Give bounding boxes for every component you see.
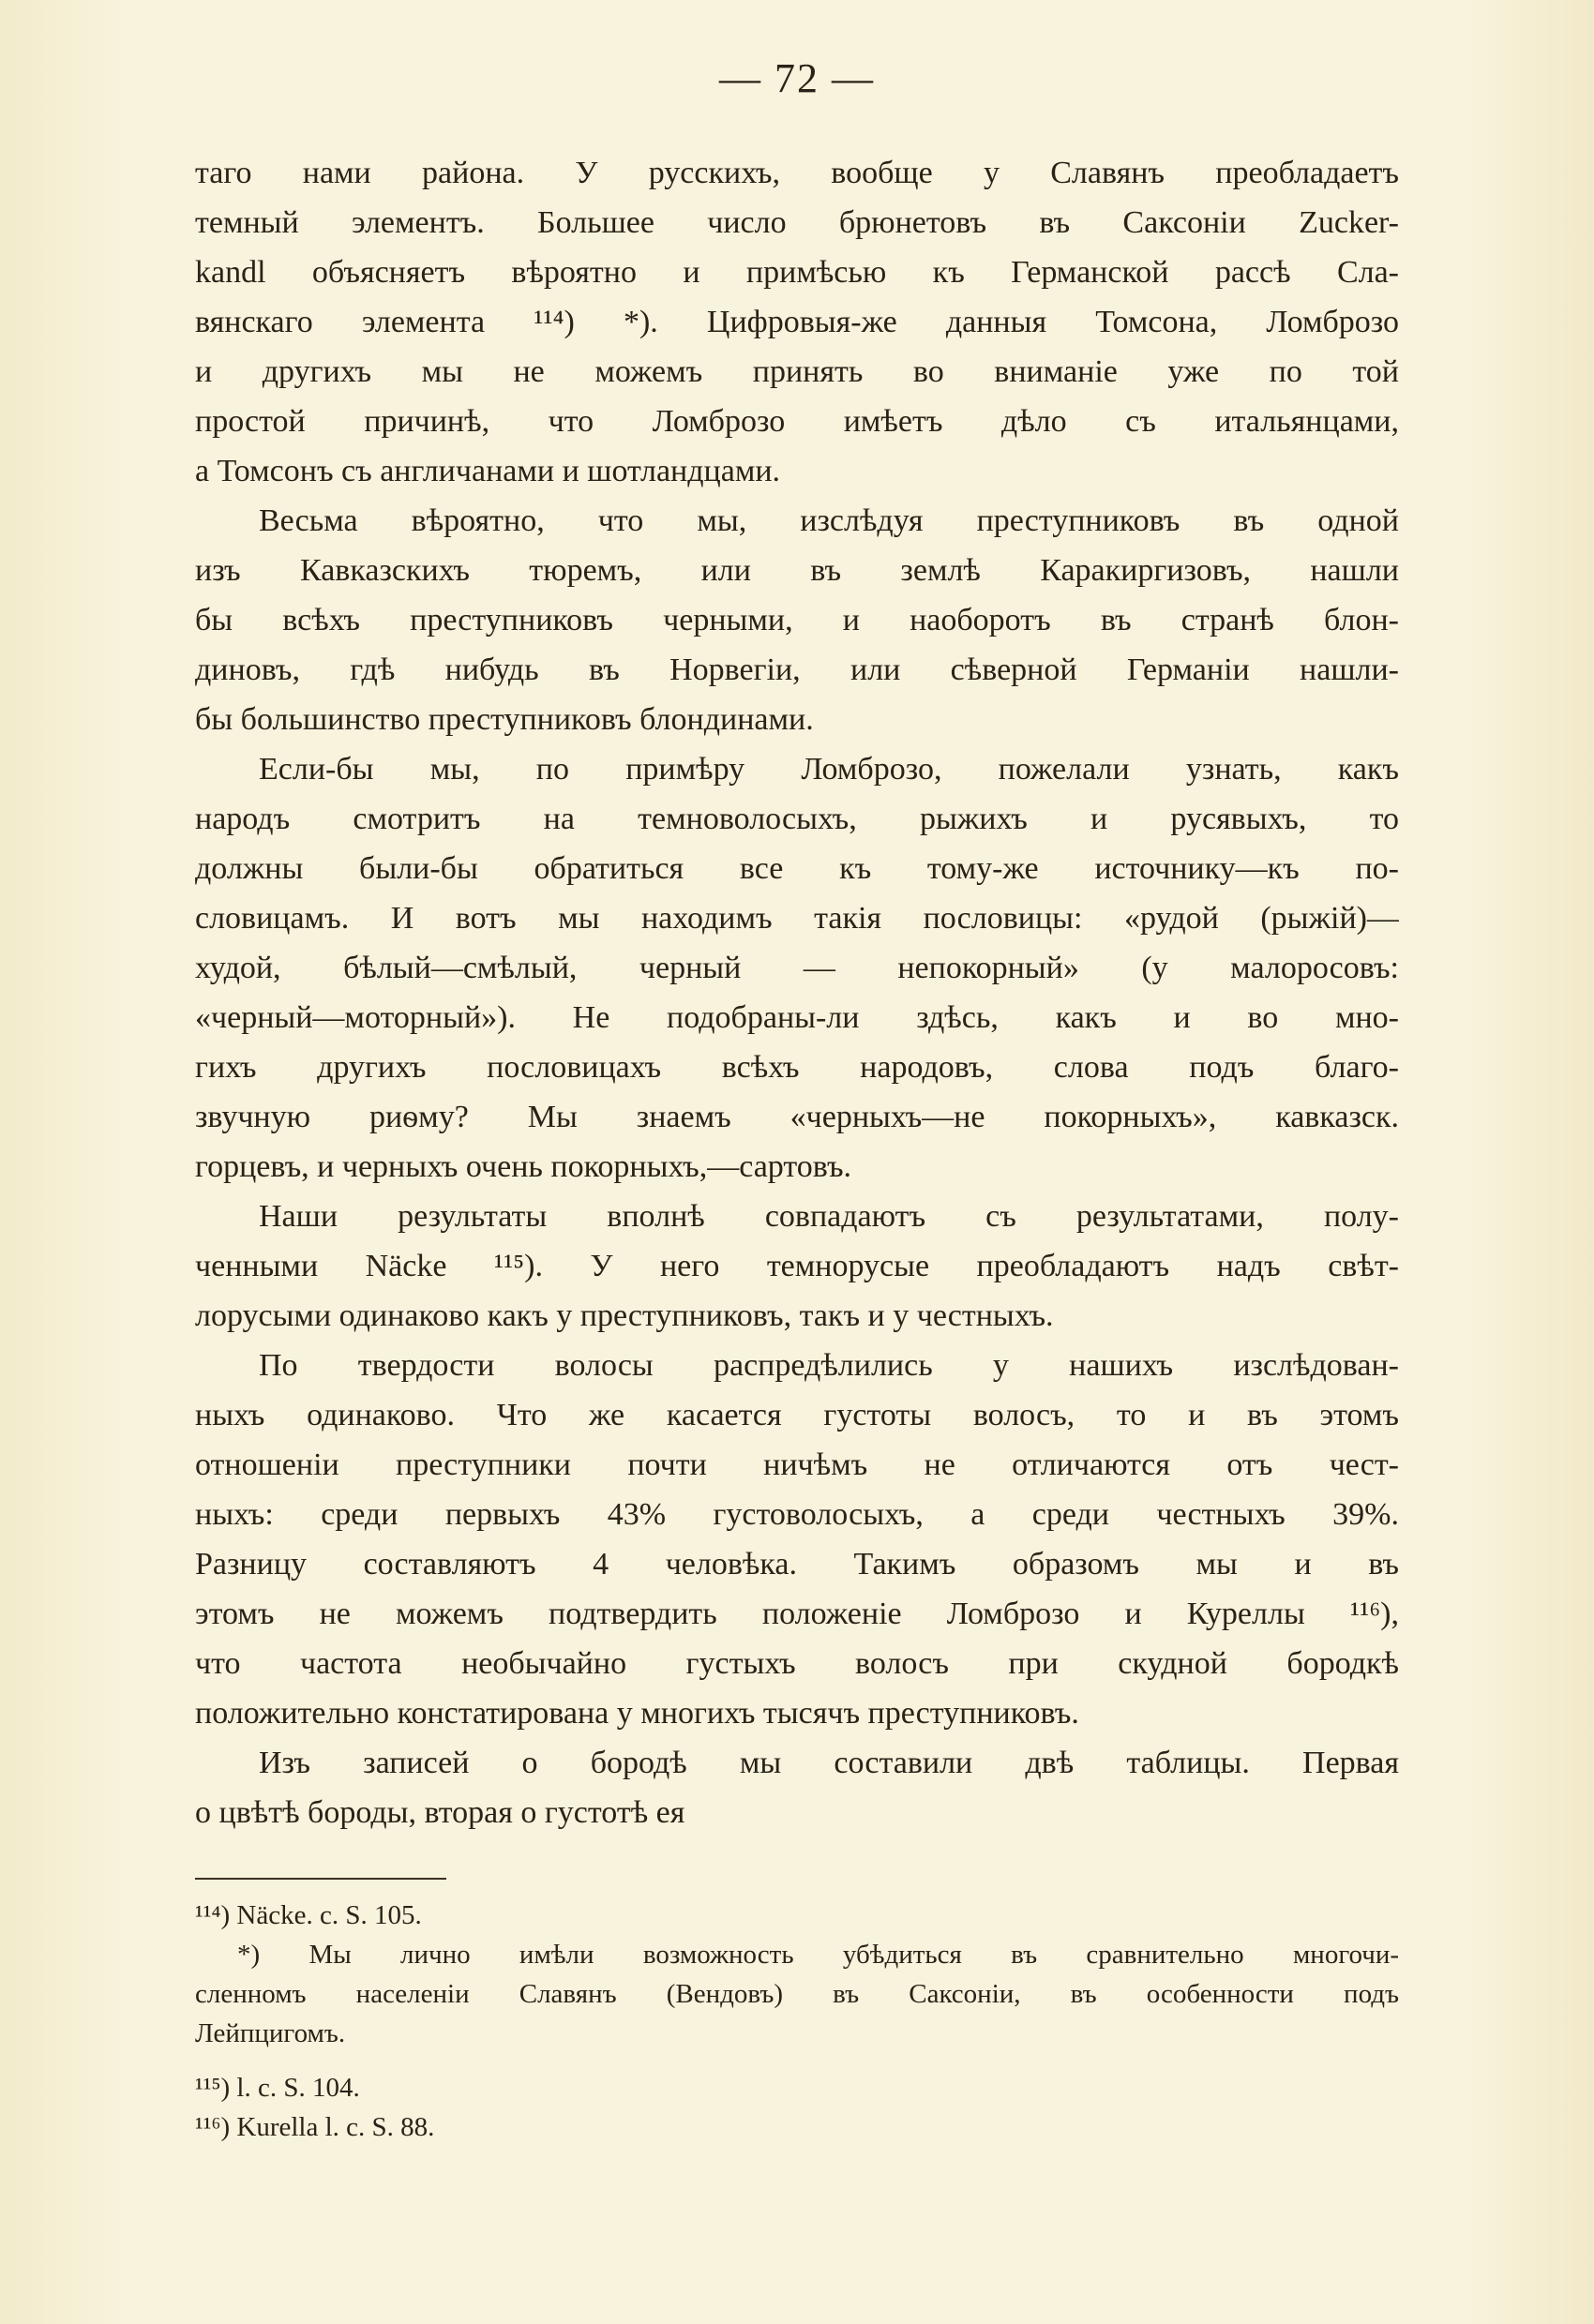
text-line: вянскаго элемента ¹¹⁴) *). Цифровыя-же данныя Томсона, Ломброзо <box>195 305 1399 339</box>
body-text <box>195 148 1399 1837</box>
text-line: kandl объясняетъ вѣроятно и примѣсью къ Германской рассѣ Сла- <box>195 255 1399 290</box>
text-line: простой причинѣ, что Ломброзо имѣетъ дѣло съ итальянцами, <box>195 404 1399 439</box>
text-line: изъ Кавказскихъ тюремъ, или въ землѣ Каракиргизовъ, нашли <box>195 553 1399 588</box>
text-line: темный элементъ. Большее число брюнетовъ въ Саксоніи Zucker- <box>195 205 1399 240</box>
footnote: ¹¹⁶) Kurella l. c. S. 88. <box>195 2112 435 2142</box>
text-line: Разницу составляютъ 4 человѣка. Такимъ образомъ мы и въ <box>195 1547 1399 1582</box>
text-line: Если-бы мы, по примѣру Ломброзо, пожелали узнать, какъ <box>259 752 1399 787</box>
footnote: ¹¹⁴) Näcke. c. S. 105. <box>195 1900 422 1930</box>
text-line: ныхъ: среди первыхъ 43% густоволосыхъ, а среди честныхъ 39%. <box>195 1497 1399 1532</box>
text-line: а Томсонъ съ англичанами и шотландцами. <box>195 454 781 488</box>
footnotes <box>195 1896 1399 2147</box>
text-line: Наши результаты вполнѣ совпадаютъ съ результатами, полу- <box>259 1199 1399 1234</box>
text-line: что частота необычайно густыхъ волосъ при скудной бородкѣ <box>195 1646 1399 1681</box>
text-line: о цвѣтѣ бороды, вторая о густотѣ ея <box>195 1795 685 1830</box>
text-line: бы большинство преступниковъ блондинами. <box>195 702 814 737</box>
text-line: словицамъ. И вотъ мы находимъ такія пословицы: «рудой (рыжій)— <box>195 901 1399 936</box>
text-line: и другихъ мы не можемъ принять во вниманіе уже по той <box>195 354 1399 389</box>
footnote-divider <box>195 1878 446 1880</box>
text-line: бы всѣхъ преступниковъ черными, и наоборотъ въ странѣ блон- <box>195 603 1399 637</box>
text-line: таго нами района. У русскихъ, вообще у Славянъ преобладаетъ <box>195 156 1399 190</box>
text-line: народъ смотритъ на темноволосыхъ, рыжихъ и русявыхъ, то <box>195 802 1399 836</box>
text-line: отношеніи преступники почти ничѣмъ не отличаются отъ чест- <box>195 1447 1399 1482</box>
footnote: *) Мы лично имѣли возможность убѣдиться въ сравнительно многочи- <box>237 1940 1399 1970</box>
page-number: — 72 — <box>719 55 875 101</box>
text-line: Изъ записей о бородѣ мы составили двѣ таблицы. Первая <box>259 1746 1399 1780</box>
text-line: По твердости волосы распредѣлились у нашихъ изслѣдован- <box>259 1348 1399 1383</box>
text-line: лорусыми одинаково какъ у преступниковъ, такъ и у честныхъ. <box>195 1298 1054 1333</box>
text-line: положительно констатирована у многихъ тысячъ преступниковъ. <box>195 1696 1079 1731</box>
text-line: гихъ другихъ пословицахъ всѣхъ народовъ, слова подъ благо- <box>195 1050 1399 1085</box>
footnote: ¹¹⁵) l. c. S. 104. <box>195 2073 360 2103</box>
footnote: сленномъ населеніи Славянъ (Вендовъ) въ Саксоніи, въ особенности подъ <box>195 1979 1399 2009</box>
footnote: Лейпцигомъ. <box>195 2018 346 2048</box>
text-line: этомъ не можемъ подтвердить положеніе Ломброзо и Куреллы ¹¹⁶), <box>195 1597 1399 1631</box>
text-line: должны были-бы обратиться все къ тому-же источнику—къ по- <box>195 851 1399 886</box>
text-line: звучную риѳму? Мы знаемъ «черныхъ—не покорныхъ», кавказск. <box>195 1100 1399 1134</box>
text-line: ченными Näcke ¹¹⁵). У него темнорусые преобладаютъ надъ свѣт- <box>195 1249 1399 1283</box>
text-line: горцевъ, и черныхъ очень покорныхъ,—сартовъ. <box>195 1149 852 1184</box>
text-line: «черный—моторный»). Не подобраны-ли здѣсь, какъ и во мно- <box>195 1000 1399 1035</box>
text-line: ныхъ одинаково. Что же касается густоты волосъ, то и въ этомъ <box>195 1398 1399 1432</box>
text-line: Весьма вѣроятно, что мы, изслѣдуя преступниковъ въ одной <box>259 503 1399 538</box>
text-line: диновъ, гдѣ нибудь въ Норвегіи, или сѣверной Германіи нашли- <box>195 652 1399 687</box>
text-line: худой, бѣлый—смѣлый, черный — непокорный» (у малоросовъ: <box>195 951 1399 985</box>
